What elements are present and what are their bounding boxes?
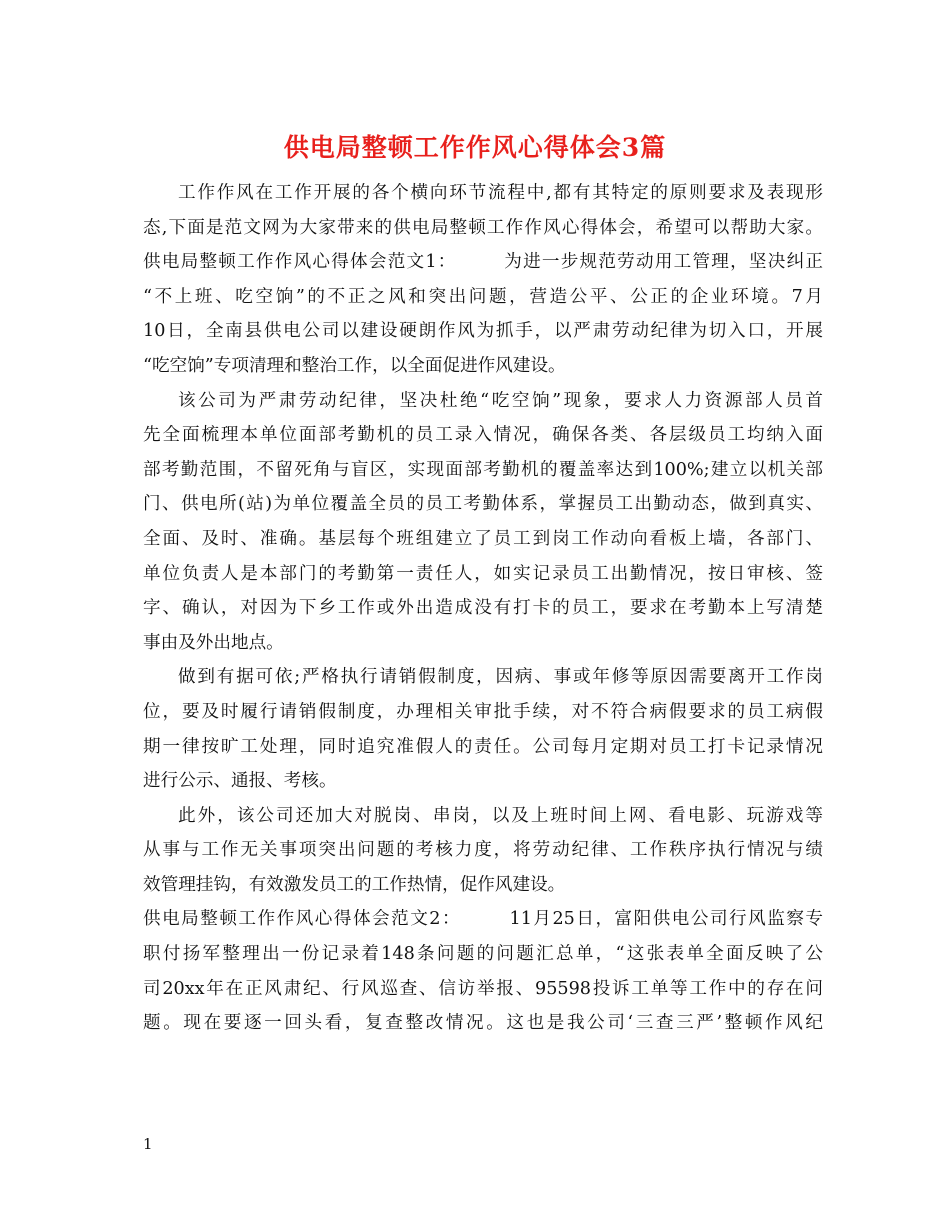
text-line: 工作作风在工作开展的各个横向环节流程中,都有其特定的原则要求及表现形 bbox=[178, 183, 823, 203]
document-title: 供电局整顿工作作风心得体会3篇 bbox=[283, 133, 667, 162]
text-line: 做到有据可依;严格执行请销假制度，因病、事或年修等原因需要离开工作岗 bbox=[178, 667, 823, 688]
text-line: 供电局整顿工作作风心得体会范文2： 11月25日，富阳供电公司行风监察专 bbox=[143, 909, 823, 930]
text-line: 态,下面是范文网为大家带来的供电局整顿工作作风心得体会，希望可以帮助大家。 bbox=[143, 217, 823, 238]
text-line: 先全面梳理本单位面部考勤机的员工录入情况，确保各类、各层级员工均纳入面 bbox=[143, 425, 823, 446]
text-line: 10日，全南县供电公司以建设硬朗作风为抓手，以严肃劳动纪律为切入口，开展 bbox=[143, 321, 823, 342]
text-line: 司20xx年在正风肃纪、行风巡查、信访举报、95598投诉工单等工作中的存在问 bbox=[143, 978, 823, 999]
text-line: 门、供电所(站)为单位覆盖全员的员工考勤体系，掌握员工出勤动态，做到真实、 bbox=[143, 494, 823, 515]
text-line: “吃空饷”专项清理和整治工作，以全面促进作风建设。 bbox=[143, 355, 566, 376]
text-line: 进行公示、通报、考核。 bbox=[143, 771, 337, 792]
text-line: 期一律按旷工处理，同时追究准假人的责任。公司每月定期对员工打卡记录情况 bbox=[143, 736, 823, 757]
text-line: 全面、及时、准确。基层每个班组建立了员工到岗工作动向看板上墙，各部门、 bbox=[143, 528, 823, 549]
document-body bbox=[143, 176, 823, 1041]
text-line: 供电局整顿工作作风心得体会范文1： 为进一步规范劳动用工管理，坚决纠正 bbox=[143, 252, 823, 273]
page-number: 1 bbox=[143, 1135, 153, 1153]
text-line: 事由及外出地点。 bbox=[143, 632, 284, 653]
text-line: 部考勤范围，不留死角与盲区，实现面部考勤机的覆盖率达到100%;建立以机关部 bbox=[143, 459, 823, 480]
text-line: 位，要及时履行请销假制度，办理相关审批手续，对不符合病假要求的员工病假 bbox=[143, 701, 823, 722]
text-line: 该公司为严肃劳动纪律，坚决杜绝“吃空饷”现象，要求人力资源部人员首 bbox=[178, 390, 823, 411]
text-line: 效管理挂钩，有效激发员工的工作热情，促作风建设。 bbox=[143, 874, 566, 895]
text-line: “不上班、吃空饷”的不正之风和突出问题，营造公平、公正的企业环境。7月 bbox=[143, 286, 823, 307]
text-line: 从事与工作无关事项突出问题的考核力度，将劳动纪律、工作秩序执行情况与绩 bbox=[143, 840, 823, 861]
text-line: 单位负责人是本部门的考勤第一责任人，如实记录员工出勤情况，按日审核、签 bbox=[143, 563, 823, 584]
text-line: 题。现在要逐一回头看，复查整改情况。这也是我公司‘三查三严’整顿作风纪 bbox=[143, 1013, 823, 1034]
text-line: 字、确认，对因为下乡工作或外出造成没有打卡的员工，要求在考勤本上写清楚 bbox=[143, 598, 823, 619]
text-line: 此外，该公司还加大对脱岗、串岗，以及上班时间上网、看电影、玩游戏等 bbox=[178, 805, 823, 826]
text-line: 职付扬军整理出一份记录着148条问题的问题汇总单，“这张表单全面反映了公 bbox=[143, 944, 823, 965]
